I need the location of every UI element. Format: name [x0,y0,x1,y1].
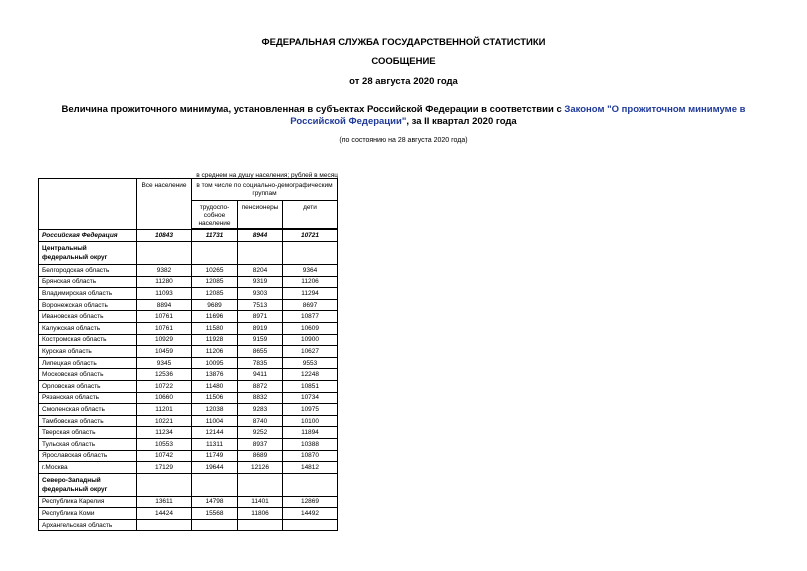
all-value: 10761 [137,322,192,334]
region-name: Республика Коми [39,508,137,520]
children-value: 10609 [283,322,338,334]
region-name: Владимирская область [39,288,137,300]
agency-title: ФЕДЕРАЛЬНАЯ СЛУЖБА ГОСУДАРСТВЕННОЙ СТАТИСТИКИ [261,37,546,48]
working-value: 10095 [192,357,238,369]
children-value: 9364 [283,265,338,277]
region-name: Смоленская область [39,404,137,416]
region-name: Орловская область [39,380,137,392]
all-value: 9345 [137,357,192,369]
all-value: 10761 [137,311,192,323]
working-value: 11580 [192,322,238,334]
region-name: Архангельская область [39,519,137,531]
table-row [39,380,338,392]
working-value: 11749 [192,450,238,462]
pensioners-value: 8832 [238,392,283,404]
working-value: 12085 [192,288,238,300]
pensioners-value: 8655 [238,346,283,358]
children-value: 10100 [283,415,338,427]
pensioners-value: 9303 [238,288,283,300]
table-row [39,276,338,288]
all-value: 14424 [137,508,192,520]
pensioners-value: 9159 [238,334,283,346]
working-value: 11004 [192,415,238,427]
working-value: 12085 [192,276,238,288]
table-row [39,357,338,369]
all-value: 10459 [137,346,192,358]
table-row [39,322,338,334]
working-value: 13876 [192,369,238,381]
pensioners-value: 7513 [238,299,283,311]
all-value: 11280 [137,276,192,288]
header-row-top [39,179,338,201]
all-value: 11201 [137,404,192,416]
region-name: Московская область [39,369,137,381]
table-row [39,369,338,381]
children-value: 10721 [283,230,338,242]
all-value: 9382 [137,265,192,277]
working-value [192,519,238,531]
district-row [39,242,338,265]
children-value: 10975 [283,404,338,416]
table-row [39,450,338,462]
region-name: Российская Федерация [39,230,137,242]
pensioners-value: 9411 [238,369,283,381]
region-name: Калужская область [39,322,137,334]
all-value [137,519,192,531]
region-name: Тамбовская область [39,415,137,427]
table-row [39,346,338,358]
children-value: 12869 [283,496,338,508]
table-row [39,496,338,508]
all-value: 10742 [137,450,192,462]
pensioners-value [238,242,283,265]
table-row [39,288,338,300]
table-row [39,299,338,311]
table-row [39,519,338,531]
pensioners-value: 8937 [238,438,283,450]
subtitle: (по состоянию на 28 августа 2020 года) [339,137,468,144]
children-value: 11206 [283,276,338,288]
working-value: 9689 [192,299,238,311]
region-name: Республика Карелия [39,496,137,508]
pensioners-value [238,519,283,531]
region-name: Тверская область [39,427,137,439]
children-value [283,242,338,265]
document-type: СООБЩЕНИЕ [371,56,436,67]
region-name: Костромская область [39,334,137,346]
children-value: 10870 [283,450,338,462]
pensioners-value: 9283 [238,404,283,416]
working-value: 15568 [192,508,238,520]
subsistence-table [38,178,338,531]
children-value: 8697 [283,299,338,311]
pensioners-value: 8944 [238,230,283,242]
region-name: Тульская область [39,438,137,450]
pensioners-value: 8204 [238,265,283,277]
pensioners-value: 9252 [238,427,283,439]
working-value: 11480 [192,380,238,392]
working-value [192,242,238,265]
children-value: 10877 [283,311,338,323]
col-all-header: Все население [137,179,192,230]
pensioners-value: 12126 [238,462,283,474]
pensioners-value: 7835 [238,357,283,369]
all-value: 8894 [137,299,192,311]
document-date: от 28 августа 2020 года [349,76,458,87]
children-value: 10627 [283,346,338,358]
district-name: Северо-Западный федеральный округ [39,473,137,496]
all-value: 13611 [137,496,192,508]
col-pensioners-header: пенсионеры [238,201,283,229]
working-value: 12144 [192,427,238,439]
table-row [39,462,338,474]
working-value: 11731 [192,230,238,242]
pensioners-value: 8971 [238,311,283,323]
region-name: Рязанская область [39,392,137,404]
table-row [39,404,338,416]
working-value: 10265 [192,265,238,277]
all-value: 10221 [137,415,192,427]
working-value: 14798 [192,496,238,508]
title-text-end: , за II квартал 2020 года [406,116,517,127]
children-value [283,473,338,496]
children-value: 14812 [283,462,338,474]
all-value: 11093 [137,288,192,300]
district-row [39,473,338,496]
all-value: 10660 [137,392,192,404]
col-working-header: трудоспо-собное население [192,201,238,229]
pensioners-value: 9319 [238,276,283,288]
working-value: 11506 [192,392,238,404]
children-value: 10900 [283,334,338,346]
district-name: Центральный федеральный округ [39,242,137,265]
table-row [39,265,338,277]
col-children-header: дети [283,201,338,229]
region-name: Брянская область [39,276,137,288]
pensioners-value: 8689 [238,450,283,462]
children-value: 11894 [283,427,338,439]
working-value: 11928 [192,334,238,346]
unit-note: в среднем на душу населения; рублей в месяц [196,172,338,179]
region-name: Липецкая область [39,357,137,369]
all-value: 11234 [137,427,192,439]
all-value: 10553 [137,438,192,450]
children-value: 10851 [283,380,338,392]
children-value: 11294 [283,288,338,300]
pensioners-value: 11401 [238,496,283,508]
region-name: г.Москва [39,462,137,474]
pensioners-value: 11806 [238,508,283,520]
working-value: 19644 [192,462,238,474]
total-row [39,230,338,242]
working-value: 11696 [192,311,238,323]
pensioners-value [238,473,283,496]
children-value: 9553 [283,357,338,369]
children-value [283,519,338,531]
pensioners-value: 8872 [238,380,283,392]
law-link[interactable]: Законом "О прожиточном минимуме в Российской Федерации" [290,104,746,127]
all-value: 10722 [137,380,192,392]
table-row [39,438,338,450]
working-value: 12038 [192,404,238,416]
region-name: Курская область [39,346,137,358]
table-title [40,104,767,128]
working-value: 11311 [192,438,238,450]
all-value: 10929 [137,334,192,346]
all-value [137,242,192,265]
children-value: 14492 [283,508,338,520]
table-row [39,392,338,404]
table-row [39,508,338,520]
table-row [39,415,338,427]
region-name: Воронежская область [39,299,137,311]
pensioners-value: 8740 [238,415,283,427]
working-value: 11206 [192,346,238,358]
children-value: 10734 [283,392,338,404]
table-row [39,311,338,323]
region-name: Белгородская область [39,265,137,277]
table-row [39,334,338,346]
all-value: 10843 [137,230,192,242]
title-text-start: Величина прожиточного минимума, установленная в субъектах Российской Федерации в соответствии с [61,104,565,115]
table-row [39,427,338,439]
region-name: Ивановская область [39,311,137,323]
all-value: 17129 [137,462,192,474]
pensioners-value: 8919 [238,322,283,334]
col-groups-header: в том числе по социально-демографическим группам [192,179,338,201]
working-value [192,473,238,496]
children-value: 12248 [283,369,338,381]
region-name: Ярославская область [39,450,137,462]
all-value: 12536 [137,369,192,381]
table-body [39,179,338,531]
corner-cell [39,179,137,230]
children-value: 10388 [283,438,338,450]
all-value [137,473,192,496]
